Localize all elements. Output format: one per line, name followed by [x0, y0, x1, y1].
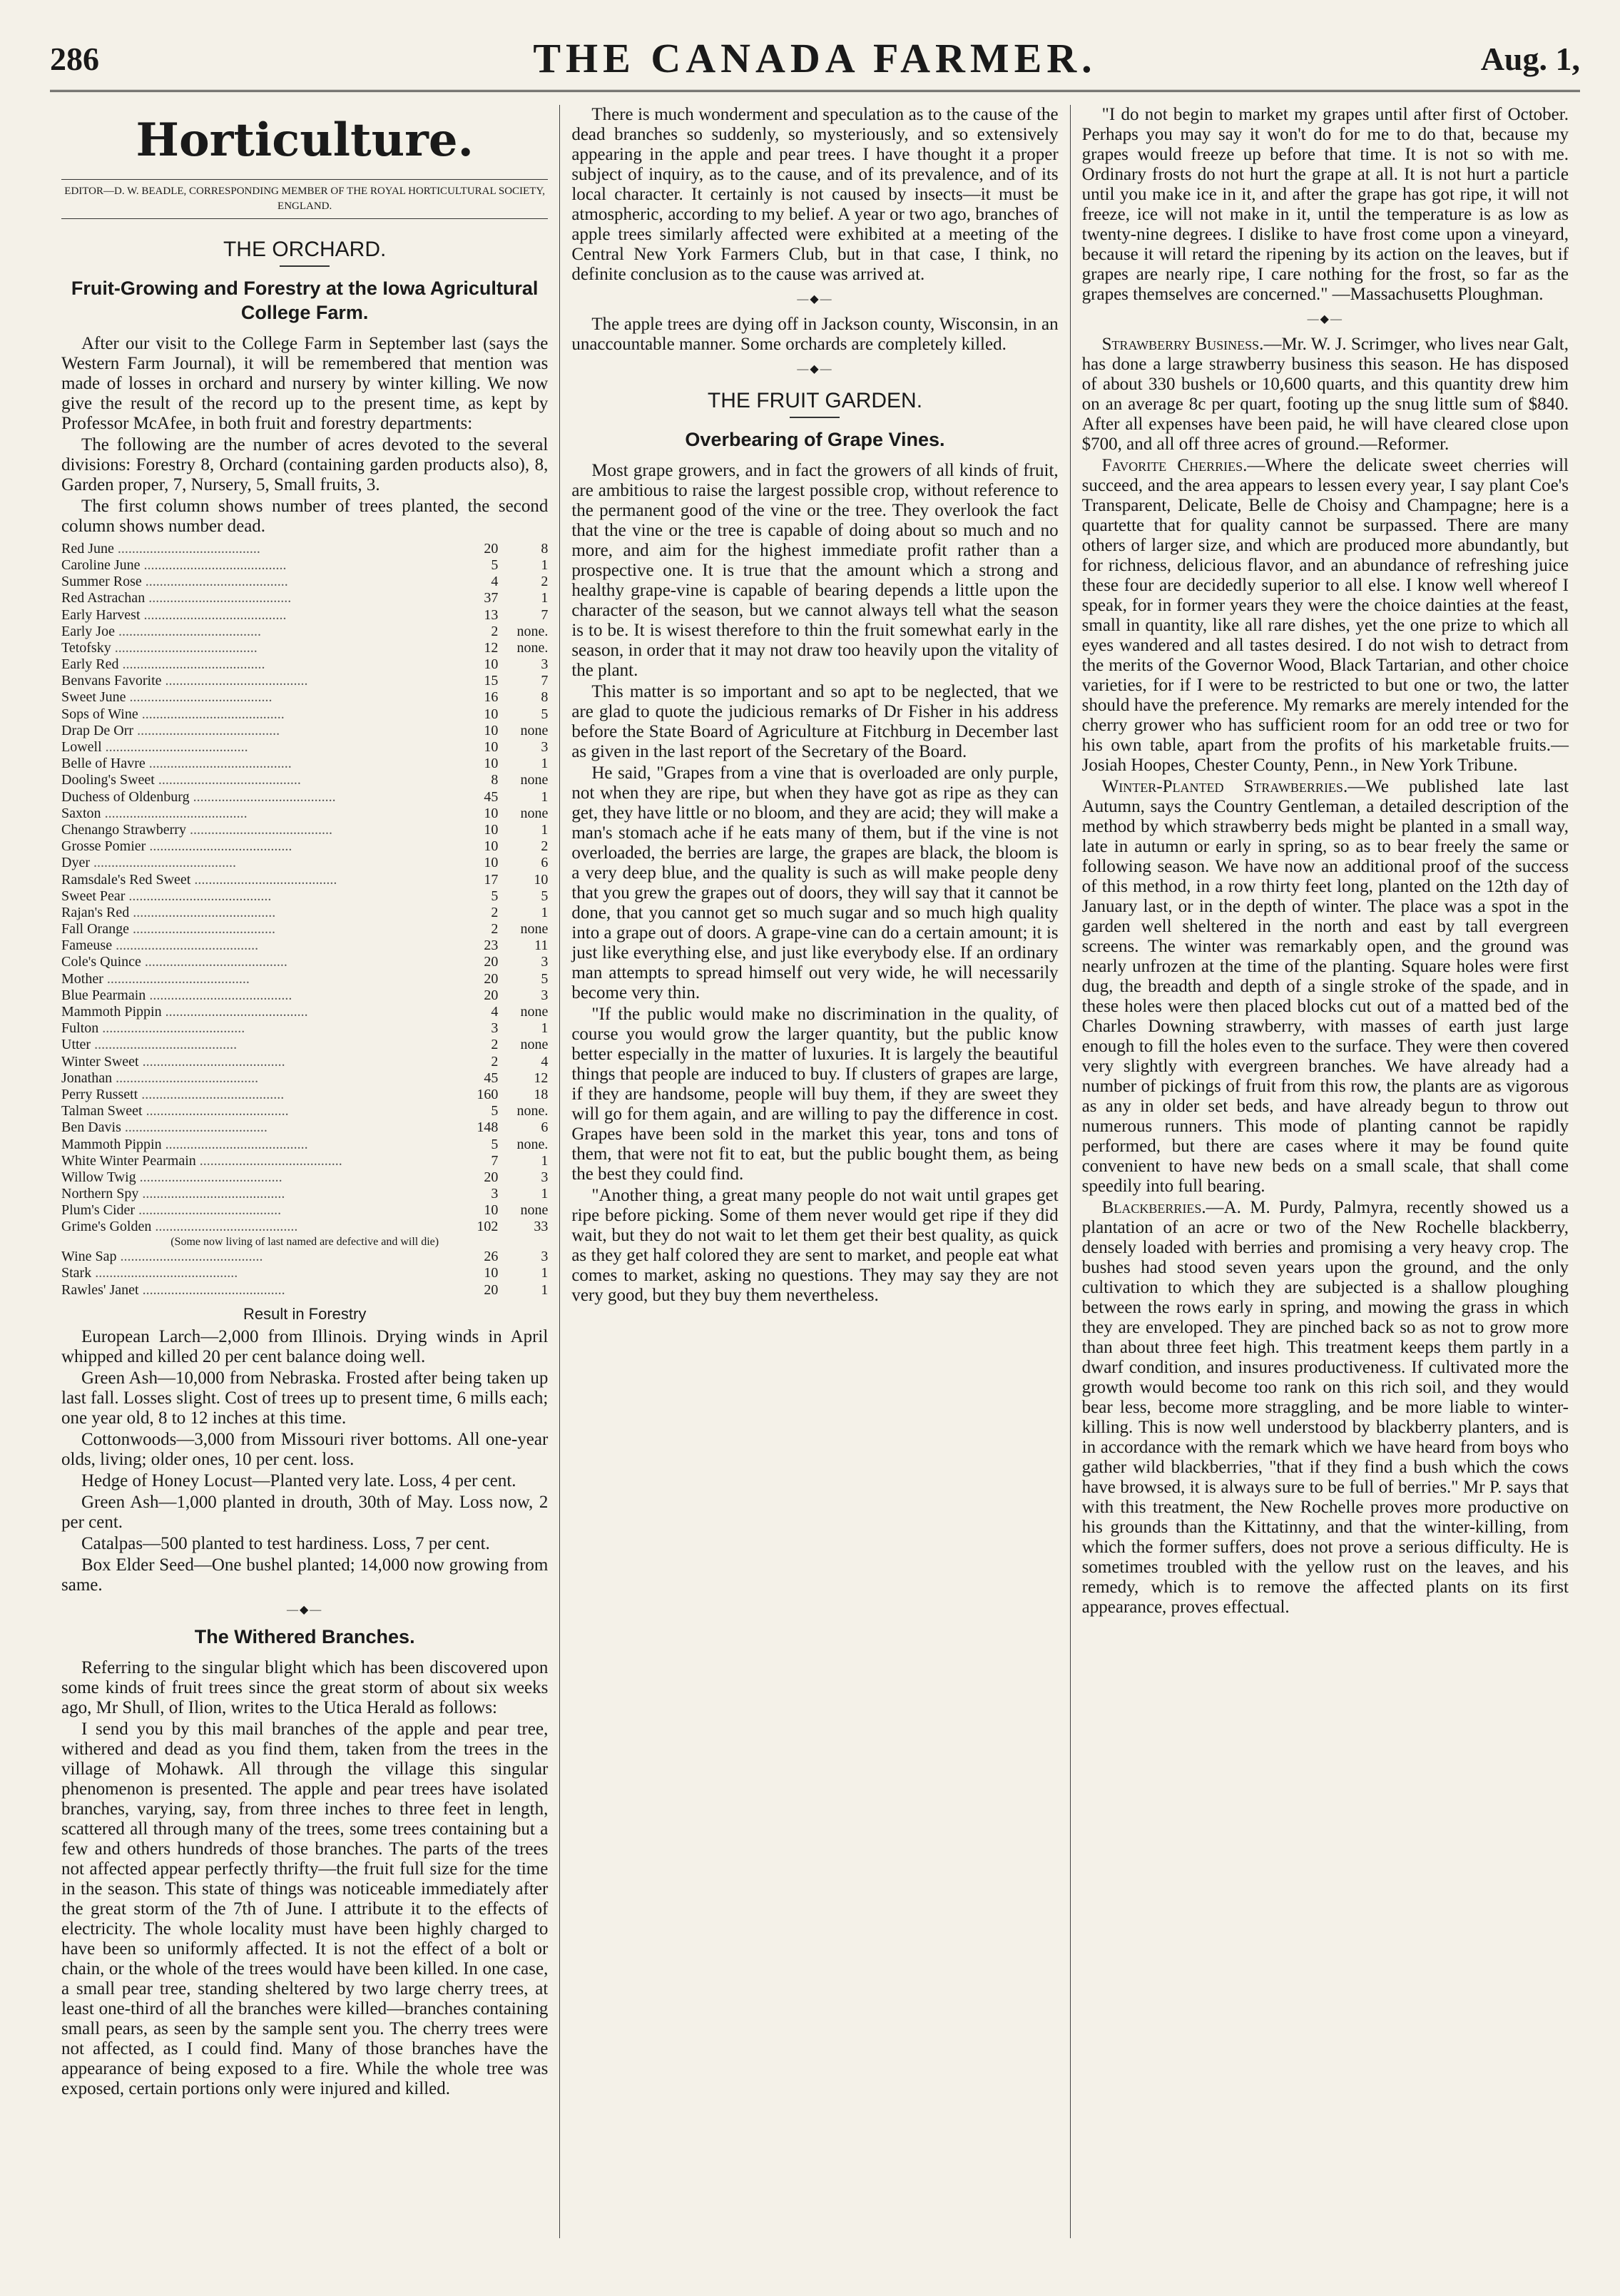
table-row — [61, 838, 548, 855]
dead-count: 1 — [541, 1152, 549, 1169]
leader-dots: ........................................ — [133, 722, 280, 738]
table-row — [61, 822, 548, 838]
variety-name: Plum's Cider — [61, 1202, 136, 1219]
leader-dots: ........................................ — [112, 1070, 259, 1086]
article-title-iowa: Fruit-Growing and Forestry at the Iowa Agricultural College Farm. — [71, 278, 539, 324]
leader-dots: ........................................ — [126, 689, 272, 706]
rule — [790, 417, 840, 418]
planted-count: 20 — [484, 970, 499, 987]
planted-count: 3 — [491, 1186, 499, 1202]
variety-name: Summer Rose — [61, 574, 142, 590]
planted-count: 8 — [491, 772, 499, 788]
planted-count: 5 — [491, 888, 499, 904]
table-row — [61, 1087, 548, 1103]
dead-count: none — [520, 722, 549, 738]
table-row — [61, 739, 548, 756]
variety-name: Grosse Pomier — [61, 838, 146, 855]
note-text: —Mr. W. J. Scrimger, who lives near Galt, has done a large strawberry business this season. He has disposed of about 330 bushels or 10,600 quarts, and this quantity drew him on an average 8c per quart, footing up the snug little sum of $840. After all expenses have been paid, he will have cleared close upon $700, and all off three acres of ground.—Reformer. — [1081, 334, 1569, 454]
table-row — [61, 756, 548, 772]
planted-count: 5 — [491, 1103, 499, 1119]
paragraph: Referring to the singular blight which has been discovered upon some kinds of fruit trees since the great storm of about six weeks ago, Mr Shull, of Ilion, writes to the Utica Herald as follows: — [61, 1658, 549, 1718]
column-3 — [1070, 105, 1580, 2238]
dead-count: 7 — [541, 606, 549, 623]
variety-name: Willow Twig — [61, 1169, 136, 1185]
table-row — [61, 574, 548, 590]
planted-count: 20 — [484, 1169, 499, 1185]
table-row — [61, 1004, 548, 1020]
table-row — [61, 1054, 548, 1070]
forestry-paragraph: Hedge of Honey Locust—Planted very late. Loss, 4 per cent. — [81, 1471, 516, 1491]
dead-count: none — [520, 772, 549, 788]
table-row — [61, 954, 548, 970]
dead-count: 10 — [534, 871, 549, 888]
trees-table — [61, 541, 548, 1299]
leader-dots: ........................................ — [151, 1219, 298, 1235]
paragraph: After our visit to the College Farm in September last (says the Western Farm Journal), it will be remembered that mention was made of losses in orchard and nursery by winter killing. We now give the result of the record up to the present time, as kept by Professor McAfee, in both fruit and forestry departments: — [61, 333, 549, 433]
column-2 — [559, 105, 1069, 2238]
dead-count: 6 — [541, 855, 549, 871]
leader-dots: ........................................ — [161, 1004, 308, 1020]
leader-dots: ........................................ — [118, 656, 265, 673]
table-row — [61, 855, 548, 871]
page-number: 286 — [50, 41, 99, 77]
variety-name: Wine Sap — [61, 1249, 117, 1265]
variety-name: Fall Orange — [61, 921, 129, 938]
variety-name: Talman Sweet — [61, 1103, 143, 1119]
planted-count: 10 — [484, 1265, 499, 1281]
table-row — [61, 921, 548, 938]
paragraph: This matter is so important and so apt to be neglected, that we are glad to quote the judicious remarks of Dr Fisher in his address before the State Board of Agriculture at Fitchburg in December last as given in the last report of the Secretary of the Board. — [571, 682, 1059, 762]
planted-count: 20 — [484, 987, 499, 1003]
table-row — [61, 1153, 548, 1169]
table-row — [61, 806, 548, 822]
leader-dots: ........................................ — [114, 623, 261, 639]
planted-count: 10 — [484, 821, 499, 838]
variety-name: Early Harvest — [61, 606, 141, 623]
leader-dots: ........................................ — [91, 1265, 238, 1281]
leader-dots: ........................................ — [113, 540, 260, 557]
variety-name: Mother — [61, 970, 103, 987]
planted-count: 4 — [491, 574, 499, 590]
leader-dots: ........................................ — [154, 772, 301, 788]
variety-name: Sweet June — [61, 689, 126, 706]
variety-name: Rawles' Janet — [61, 1281, 139, 1298]
variety-name: Tetofsky — [61, 639, 111, 656]
planted-count: 45 — [484, 788, 499, 805]
planted-count: 2 — [491, 921, 499, 938]
rule — [280, 265, 330, 267]
paragraph: He said, "Grapes from a vine that is overloaded are only purple, not when they are ripe, but when they have got as ripe as they can get, they have little or no bloom, and they are acid; they will make a man's stomach ache if he eats many of them, but if the vine is not overloaded, the berries are large, the grapes are black, the bloom is a very deep blue, and the quality is such as will make people deny that you grew the grapes out of doors, they will say that it cannot be done, that you cannot get so much sugar and so much high quality into a grape out of doors. A grape-vine can do a certain amount; it is just like everything else, and just like everybody else. If an ordinary man attempts to spread himself out very wide, he will necessarily become very thin. — [571, 763, 1059, 1003]
leader-dots: ........................................ — [136, 1169, 282, 1185]
note-text: —We published late last Autumn, says the Country Gentleman, a detailed description of the method by which strawberry beds might be planted in a small way, late in autumn or early in spring, so as to bear freely the same or following season. We have now an additional proof of the success of this method, in a row thirty feet long, planted on the 12th day of January last, or in the depth of winter. The place was a spot in the garden well sheltered in the north and east by tall evergreen screens. The winter was remarkably open, and the ground was nearly unfrozen at the time of the planting. Square holes were first dug, the breadth and depth of a single stroke of the spade, and in these holes were then placed blocks cut out of a matted bed of the Charles Downing strawberry, with masses of earth just large enough to fill the holes even to the surface. They were then covered very slightly with evergreen branches. We have already had a number of pickings of fruit from this row, the plants are as vigorous as any in older set beds, and have already begun to throw out numerous runners. This mode of planting cannot be rapidly performed, but there are cases where it may be found quite convenient to have new beds on a small scale, that shall come speedily into full bearing. — [1081, 776, 1569, 1196]
variety-name: Dooling's Sweet — [61, 772, 155, 788]
leader-dots: ........................................ — [98, 1020, 245, 1037]
table-row — [61, 905, 548, 921]
dead-count: 1 — [541, 1281, 549, 1298]
table-row — [61, 1249, 548, 1265]
planted-count: 7 — [491, 1152, 499, 1169]
variety-name: Early Red — [61, 656, 119, 673]
ornament-divider: —◆— — [797, 293, 833, 305]
paragraph: I send you by this mail branches of the apple and pear tree, withered and dead as you find them, taken from the trees in the village of Mohawk. All through the village this singular phenomenon is presented. The apple and pear trees have isolated branches, varying, say, from three inches to three feet in length, scattered all through many of the trees, some trees containing but a few and others hundreds of those branches. The parts of the trees not affected appear perfectly thrifty—the fruit full size for the time in the season. This state of things was noticeable immediately after the great storm of the 7th of June. I attribute it to the effects of electricity. The whole locality must have been highly charged to have been so uniformly affected. It is not the effect of a bolt or chain, or the whole of the trees would have been killed. In one case, a small pear tree, standing sheltered by two large cherry trees, at least one-third of all the branches were killed—branches containing small pears, as seen by the sample sent you. The cherry trees were not affected, as I could find. Many of those branches have the appearance of being exposed to a fire. While the whole tree was exposed, certain portions only were injured and killed. — [61, 1720, 549, 2099]
variety-name: Red Astrachan — [61, 590, 146, 606]
note-head: Winter-Planted Strawberries. — [1101, 776, 1348, 796]
variety-name: Sops of Wine — [61, 706, 138, 722]
paragraph: "If the public would make no discrimination in the quality, of course you would grow the larger quantity, but the public know better especially in the matter of luxuries. It is largely the beautiful things that people are induced to buy. If clusters of grapes are large, if they are handsome, people will buy them, if they are sweet they will go for them again, and are willing to pay the difference in cost. Grapes have been sold in the market this year, tons and tons of them, that were not fit to eat, but the public bought them, as being the best they could find. — [571, 1005, 1059, 1184]
variety-name: Dyer — [61, 855, 90, 871]
section-heading-fruit-garden: THE FRUIT GARDEN. — [707, 388, 923, 412]
note-head: Favorite Cherries. — [1101, 455, 1248, 475]
section-heading-orchard: THE ORCHARD. — [223, 237, 387, 261]
leader-dots: ........................................ — [103, 970, 250, 987]
planted-count: 4 — [491, 1004, 499, 1020]
dead-count: 11 — [534, 938, 549, 954]
journal-title: THE CANADA FARMER. — [533, 35, 1097, 81]
planted-count: 2 — [491, 904, 499, 920]
note-blackberries — [1082, 1198, 1569, 1617]
leader-dots: ........................................ — [195, 1152, 342, 1169]
dead-count: 4 — [541, 1053, 549, 1070]
variety-name: Stark — [61, 1265, 92, 1281]
leader-dots: ........................................ — [140, 557, 287, 573]
planted-count: 10 — [484, 656, 499, 673]
dead-count: none — [520, 1037, 549, 1053]
variety-name: Sweet Pear — [61, 888, 126, 904]
dead-count: 6 — [541, 1119, 549, 1136]
ornament-divider: —◆— — [797, 362, 833, 375]
leader-dots: ........................................ — [161, 1136, 308, 1152]
leader-dots: ........................................ — [112, 938, 259, 954]
dead-count: 3 — [541, 1169, 549, 1185]
paragraph-apple-note: The apple trees are dying off in Jackson county, Wisconsin, in an unaccountable manner. Some orchards are completely killed. — [571, 314, 1059, 354]
planted-count: 10 — [484, 722, 499, 738]
dead-count: 7 — [541, 673, 549, 689]
planted-count: 148 — [477, 1119, 499, 1136]
dead-count: none. — [516, 1103, 549, 1119]
leader-dots: ........................................ — [128, 921, 275, 938]
leader-dots: ........................................ — [145, 756, 292, 772]
dead-count: none. — [516, 1136, 549, 1152]
variety-name: Saxton — [61, 805, 101, 821]
forestry-heading: Result in Forestry — [243, 1304, 367, 1323]
forestry-paragraph: European Larch—2,000 from Illinois. Drying winds in April whipped and killed 20 per cent balance doing well. — [61, 1327, 549, 1367]
paragraph: "Another thing, a great many people do not wait until grapes get ripe before picking. Some of them never would get ripe if they did wait, but they do not wait to let them get their best quality, as quick as they get half colored they are sent to market, and people eat what comes to market, asking no questions. They may say they are not very good, but they buy them nevertheless. — [571, 1186, 1059, 1306]
dead-count: 8 — [541, 540, 549, 557]
leader-dots: ........................................ — [138, 1281, 285, 1298]
planted-count: 2 — [491, 623, 499, 639]
paragraph: The first column shows number of trees planted, the second column shows number dead. — [61, 496, 549, 536]
table-row — [61, 541, 548, 557]
paragraph: "I do not begin to market my grapes until after first of October. Perhaps you may say it won't do for me to do that, because my grapes would freeze up before that time. It is not so with me. Ordinary frosts do not hurt the grape at all. It is not hurt a particle until you make ice in it, and after the grape has got ripe, it will not freeze, ice will not make in it, until the temperature is as low as twenty-nine degrees. I dislike to have frost come upon a vineyard, because it will retard the ripening by its action on the leaves, but if grapes are nearly ripe, I care nothing for the frost, so far as the grapes themselves are concerned." —Massachusetts Ploughman. — [1081, 105, 1569, 304]
paragraph: The following are the number of acres devoted to the several divisions: Forestry 8, Orchard (containing garden products also), 8, Garden proper, 7, Nursery, 5, Small fruits, 3. — [61, 435, 549, 494]
dead-count: none — [520, 1004, 549, 1020]
table-row — [61, 590, 548, 606]
dead-count: none — [520, 805, 549, 821]
planted-count: 5 — [491, 557, 499, 573]
leader-dots: ........................................ — [129, 904, 276, 920]
table-row — [61, 1202, 548, 1219]
note-head: Strawberry Business. — [1101, 334, 1264, 354]
forestry-paragraph: Green Ash—1,000 planted in drouth, 30th of May. Loss now, 2 per cent. — [61, 1493, 549, 1533]
variety-name: Benvans Favorite — [61, 673, 162, 689]
variety-name: Early Joe — [61, 623, 115, 639]
dead-count: 5 — [541, 970, 549, 987]
table-row — [61, 1119, 548, 1136]
variety-name: White Winter Pearmain — [61, 1152, 196, 1169]
leader-dots: ........................................ — [146, 987, 292, 1003]
table-row — [61, 1219, 548, 1235]
column-1 — [50, 105, 559, 2238]
variety-name: Belle of Havre — [61, 756, 146, 772]
dead-count: 33 — [534, 1219, 549, 1235]
table-row — [61, 607, 548, 624]
dead-count: 3 — [541, 656, 549, 673]
table-row — [61, 789, 548, 806]
table-row — [61, 772, 548, 788]
leader-dots: ........................................ — [111, 639, 258, 656]
leader-dots: ........................................ — [121, 1119, 268, 1136]
table-row — [61, 557, 548, 574]
ornament-divider: —◆— — [287, 1604, 323, 1617]
leader-dots: ........................................ — [141, 954, 287, 970]
forestry-paragraph: Box Elder Seed—One bushel planted; 14,000 now growing from same. — [61, 1555, 549, 1595]
table-row — [61, 1186, 548, 1202]
variety-name: Red June — [61, 540, 114, 557]
article-title-withered: The Withered Branches. — [194, 1626, 415, 1648]
dead-count: 8 — [541, 689, 549, 706]
table-row — [61, 872, 548, 888]
leader-dots: ........................................ — [145, 590, 292, 606]
dead-count: 3 — [541, 954, 549, 970]
planted-count: 20 — [484, 954, 499, 970]
planted-count: 3 — [491, 1020, 499, 1037]
leader-dots: ........................................ — [185, 821, 332, 838]
dead-count: 18 — [534, 1086, 549, 1102]
leader-dots: ........................................ — [161, 673, 308, 689]
table-row — [61, 1020, 548, 1037]
leader-dots: ........................................ — [190, 871, 337, 888]
planted-count: 20 — [484, 540, 499, 557]
leader-dots: ........................................ — [142, 1103, 289, 1119]
planted-count: 10 — [484, 838, 499, 855]
table-row — [61, 987, 548, 1004]
forestry-paragraph: Catalpas—500 planted to test hardiness. Loss, 7 per cent. — [81, 1534, 490, 1554]
dead-count: none. — [516, 623, 549, 639]
variety-name: Duchess of Oldenburg — [61, 788, 190, 805]
dead-count: 1 — [541, 788, 549, 805]
planted-count: 20 — [484, 1281, 499, 1298]
planted-count: 10 — [484, 756, 499, 772]
leader-dots: ........................................ — [116, 1249, 263, 1265]
leader-dots: ........................................ — [138, 1053, 285, 1070]
table-row — [61, 1037, 548, 1053]
table-row — [61, 1137, 548, 1153]
forestry-paragraph: Cottonwoods—3,000 from Missouri river bottoms. All one-year olds, living; older ones, 10 per cent. loss. — [61, 1430, 549, 1470]
variety-name: Lowell — [61, 739, 102, 756]
table-row — [61, 706, 548, 723]
table-row — [61, 1265, 548, 1281]
dead-count: 1 — [541, 557, 549, 573]
variety-name: Fulton — [61, 1020, 99, 1037]
table-row — [61, 1103, 548, 1119]
planted-count: 23 — [484, 938, 499, 954]
dead-count: 5 — [541, 888, 549, 904]
table-row — [61, 971, 548, 987]
planted-count: 160 — [477, 1086, 499, 1102]
dead-count: 5 — [541, 706, 549, 722]
variety-name: Winter Sweet — [61, 1053, 139, 1070]
variety-name: Northern Spy — [61, 1186, 139, 1202]
article-title-grape: Overbearing of Grape Vines. — [685, 429, 945, 451]
dead-count: none. — [516, 639, 549, 656]
planted-count: 45 — [484, 1070, 499, 1086]
dead-count: 2 — [541, 574, 549, 590]
planted-count: 2 — [491, 1053, 499, 1070]
planted-count: 16 — [484, 689, 499, 706]
planted-count: 102 — [477, 1219, 499, 1235]
variety-name: Grime's Golden — [61, 1219, 152, 1235]
planted-count: 13 — [484, 606, 499, 623]
dead-count: 1 — [541, 1020, 549, 1037]
leader-dots: ........................................ — [135, 1202, 282, 1219]
planted-count: 26 — [484, 1249, 499, 1265]
variety-name: Cole's Quince — [61, 954, 141, 970]
table-row — [61, 689, 548, 706]
note-favorite-cherries — [1082, 456, 1569, 776]
planted-count: 5 — [491, 1136, 499, 1152]
leader-dots: ........................................ — [91, 1037, 238, 1053]
variety-name: Ramsdale's Red Sweet — [61, 871, 191, 888]
planted-count: 17 — [484, 871, 499, 888]
note-text: —Where the delicate sweet cherries will succeed, and the area appears to lessen every year, I say plant Coe's Transparent, Delicate, Belle de Choisy and Champagne; here is a quartette that for quality cannot be surpassed. There are many others of larger size, and which are produced more abundantly, but for richness, delicious flavor, and an abundance of refreshing juice these four are decidedly superior to all else. I know well whereof I speak, for in former years they were the choice dainties at the feast, small in quantity, like all rare dishes, yet the one prize to which all eyes wandered and all tastes desired. I do not wish to detract from the merits of the Governor Wood, Black Tartarian, and other choice varieties, for if I were to be restricted to but one or two, the latter should have the preference. My remarks are merely intended for the cherry grower who has sufficient room for an odd tree or two for his own table, apart from the profits of his marketable fruits.—Josiah Hoopes, Chester County, Penn., in New York Tribune. — [1081, 455, 1569, 775]
leader-dots: ........................................ — [140, 606, 287, 623]
table-row — [61, 1169, 548, 1186]
planted-count: 10 — [484, 855, 499, 871]
note-strawberry-business — [1082, 335, 1569, 454]
running-head — [50, 24, 1580, 92]
leader-dots: ........................................ — [101, 739, 248, 756]
dead-count: 1 — [541, 756, 549, 772]
dead-count: 2 — [541, 838, 549, 855]
variety-name: Perry Russett — [61, 1086, 138, 1102]
dead-count: 1 — [541, 590, 549, 606]
planted-count: 12 — [484, 639, 499, 656]
table-row — [61, 673, 548, 689]
leader-dots: ........................................ — [138, 706, 285, 722]
leader-dots: ........................................ — [101, 805, 248, 821]
dead-count: 12 — [534, 1070, 549, 1086]
variety-name: Mammoth Pippin — [61, 1136, 162, 1152]
variety-name: Drap De Orr — [61, 722, 134, 738]
planted-count: 37 — [484, 590, 499, 606]
planted-count: 15 — [484, 673, 499, 689]
variety-name: Blue Pearmain — [61, 987, 146, 1003]
variety-name: Utter — [61, 1037, 91, 1053]
table-row — [61, 938, 548, 954]
table-row — [61, 1070, 548, 1087]
dead-count: 1 — [541, 1186, 549, 1202]
planted-count: 2 — [491, 1037, 499, 1053]
dead-count: 3 — [541, 1249, 549, 1265]
table-row — [61, 723, 548, 739]
dead-count: 1 — [541, 904, 549, 920]
variety-name: Ben Davis — [61, 1119, 121, 1136]
variety-name: Jonathan — [61, 1070, 113, 1086]
note-head: Blackberries. — [1101, 1197, 1206, 1217]
planted-count: 10 — [484, 706, 499, 722]
ornament-divider: —◆— — [1307, 313, 1343, 325]
leader-dots: ........................................ — [138, 1086, 285, 1102]
table-row — [61, 656, 548, 673]
issue-date: Aug. 1, — [1480, 41, 1580, 77]
leader-dots: ........................................ — [141, 574, 288, 590]
leader-dots: ........................................ — [125, 888, 272, 904]
dead-count: 1 — [541, 1265, 549, 1281]
variety-name: Caroline June — [61, 557, 141, 573]
dead-count: none — [520, 921, 549, 938]
leader-dots: ........................................ — [189, 788, 336, 805]
variety-name: Rajan's Red — [61, 904, 130, 920]
department-heading: Horticulture. — [136, 113, 474, 167]
dead-count: none — [520, 1202, 549, 1219]
leader-dots: ........................................ — [138, 1186, 285, 1202]
table-row — [61, 624, 548, 640]
paragraph: Most grape growers, and in fact the growers of all kinds of fruit, are ambitious to raise the largest possible crop, without reference to the permanent good of the vine or the tree. They overlook the fact that the vine or the tree is capable of doing about so much and no more, and aim for the highest immediate profit rather than a prospective one. It is true that the amount which a strong and healthy grape-vine is capable of bearing depends a little upon the character of the season, but we cannot always tell what the season is to be. It is wisest therefore to thin the fruit somewhat early in the season, in order that it may not draw too heavily upon the vitality of the plant. — [571, 461, 1059, 681]
note-winter-strawberries — [1082, 777, 1569, 1197]
editor-line: EDITOR—D. W. BEADLE, CORRESPONDING MEMBER OF THE ROYAL HORTICULTURAL SOCIETY, ENGLAND. — [61, 179, 548, 219]
table-note: (Some now living of last named are defective and will die) — [170, 1235, 439, 1248]
table-row — [61, 640, 548, 656]
leader-dots: ........................................ — [146, 838, 292, 855]
note-text: —A. M. Purdy, Palmyra, recently showed us a plantation of an acre or two of the New Rochelle blackberry, densely loaded with berries and promising a very heavy crop. The bushes had stood seven years upon the ground, and the only cultivation to which they are subjected is a shallow ploughing between the rows early in spring, and mowing the grass in which they are enveloped. They are pinched back so as not to grow more than about three feet high. This treatment keeps them partly in a dwarf condition, and insures productiveness. If cultivated more the growth would become too rank on this rich soil, and they would bear less, become more straggling, and be more liable to winter-killing. This is now well understood by blackberry planters, and is in accordance with the remark which we have heard from boys who gather wild blackberries, "that if they find a bush which the cows have browsed, it is always sure to be full of berries." Mr P. says that with this treatment, the New Rochelle proves more productive on his grounds than the Kittatinny, and that the winter-killing, from which the former suffers, does not prove a serious difficulty. He is sometimes troubled with the yellow rust on the leaves, and his remedy, which is to remove the affected plants on its first appearance, proves effectual. — [1081, 1197, 1569, 1617]
paragraph: There is much wonderment and speculation as to the cause of the dead branches so suddenly, so mysteriously, and so extensively appearing in the apple and pear trees. I have thought it a proper subject of inquiry, as to the cause, and of its prevalence, and of its local character. It certainly is not caused by insects—it must be atmospheric, according to my belief. A year or two ago, branches of apple trees similarly affected were exhibited at a meeting of the Central New York Farmers Club, but in that case, I think, no definite conclusion as to the cause was arrived at. — [571, 105, 1059, 284]
variety-name: Chenango Strawberry — [61, 821, 186, 838]
planted-count: 10 — [484, 805, 499, 821]
leader-dots: ........................................ — [89, 855, 236, 871]
planted-count: 10 — [484, 1202, 499, 1219]
dead-count: 1 — [541, 821, 549, 838]
forestry-paragraph: Green Ash—10,000 from Nebraska. Frosted after being taken up last fall. Losses slight. Cost of trees up to present time, 6 mills each; one year old, 8 to 12 inches at this time. — [61, 1368, 549, 1428]
table-row — [61, 888, 548, 905]
table-row — [61, 1282, 548, 1299]
dead-count: 3 — [541, 739, 549, 756]
dead-count: 3 — [541, 987, 549, 1003]
variety-name: Fameuse — [61, 938, 113, 954]
planted-count: 10 — [484, 739, 499, 756]
variety-name: Mammoth Pippin — [61, 1004, 162, 1020]
